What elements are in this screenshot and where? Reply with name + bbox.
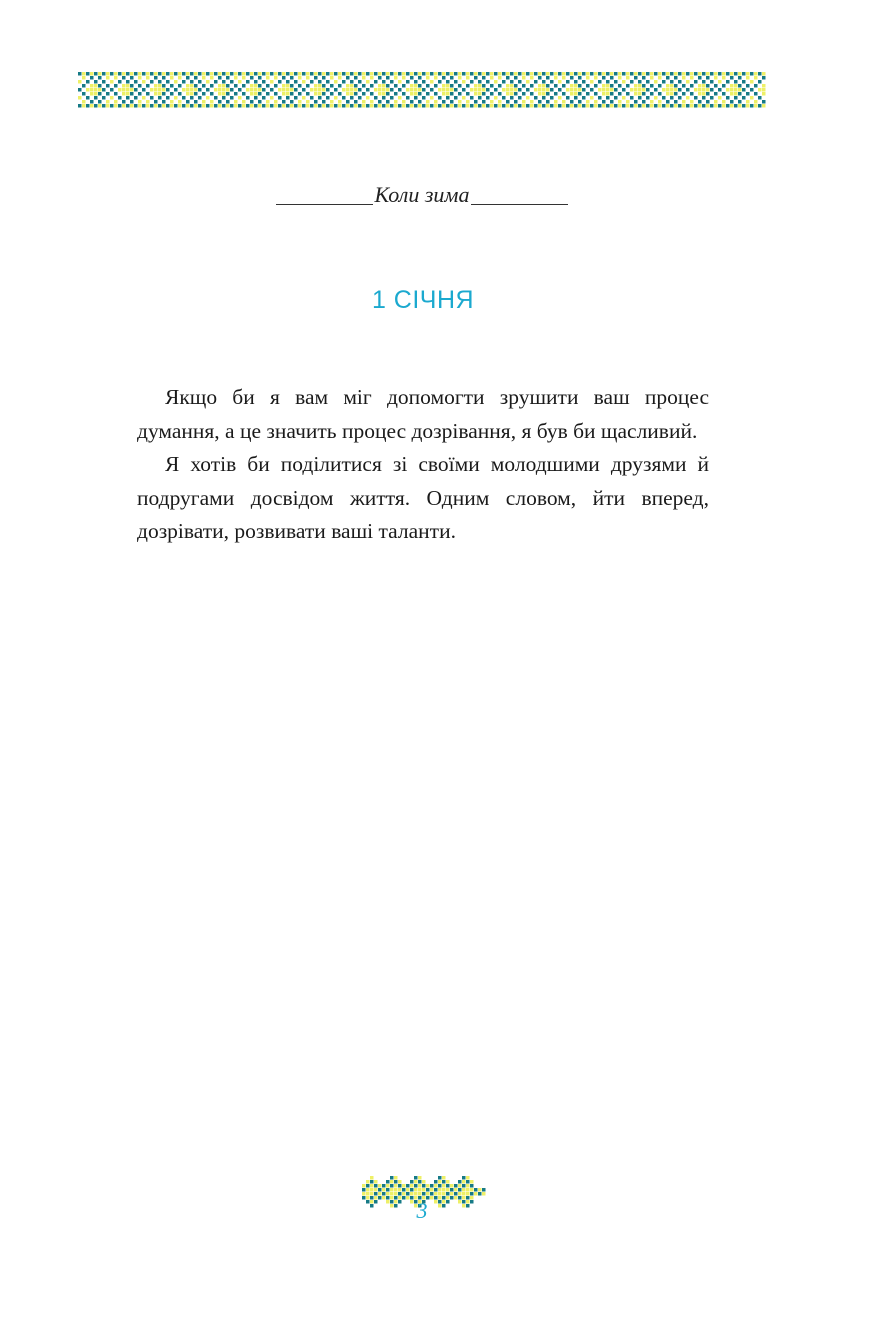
running-head-title: Коли зима (373, 180, 472, 210)
body-text (137, 381, 709, 549)
paragraph-2: Я хотів би поділитися зі своїми молодшими друзями й подругами досвідом життя. Одним словом, йти вперед, дозрівати, розвивати ваші таланти. (137, 452, 709, 543)
page-number: 3 (416, 1198, 428, 1223)
embroidery-border-icon (78, 72, 768, 108)
running-head (276, 180, 568, 210)
chapter-title: 1 СІЧНЯ (371, 286, 475, 314)
paragraph-1: Якщо би я вам міг допомогти зрушити ваш процес думання, а це значить процес дозрівання, я був би щасливий. (137, 385, 709, 443)
